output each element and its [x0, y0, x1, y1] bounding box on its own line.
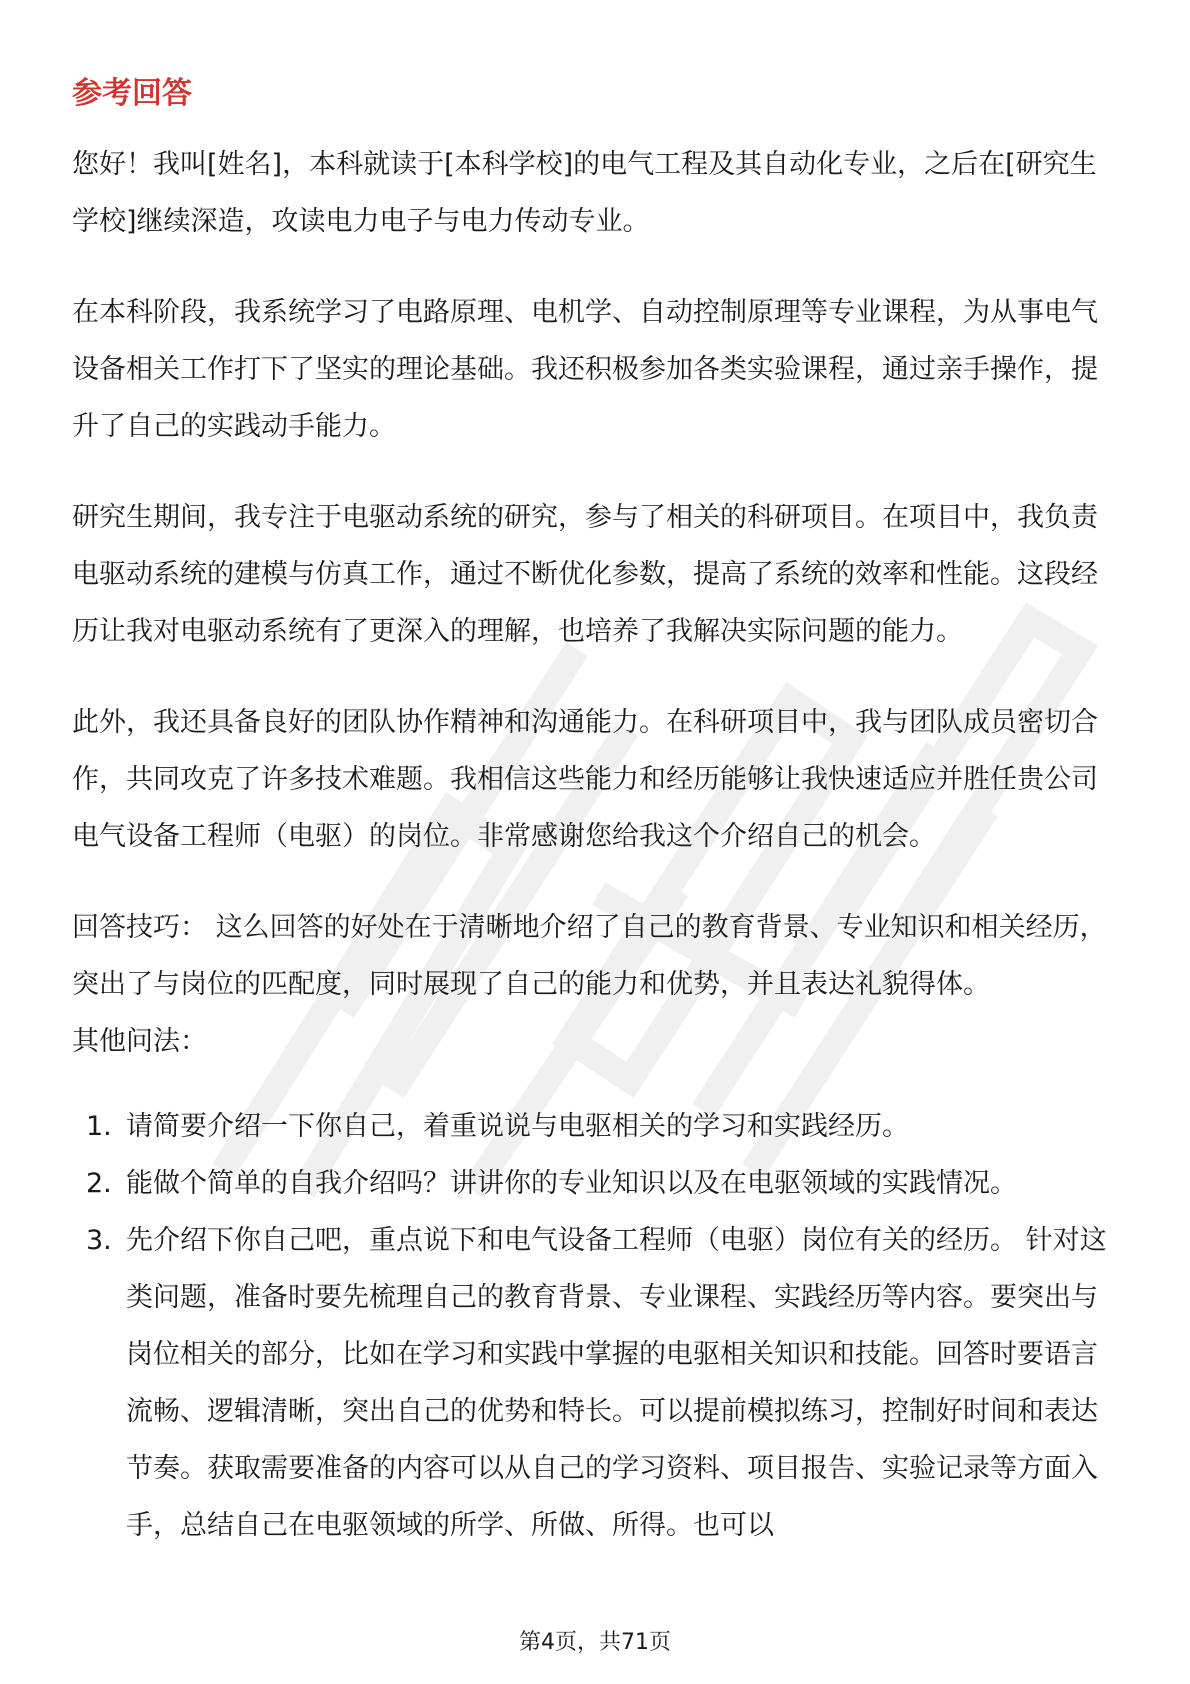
- section-heading: 参考回答: [72, 76, 192, 111]
- question-list: [72, 1098, 1122, 1554]
- page-footer: 第4页，共71页: [519, 1630, 671, 1655]
- answer-paragraph-3: 研究生期间，我专注于电驱动系统的研究，参与了相关的科研项目。在项目中，我负责电驱动系统的建模与仿真工作，通过不断优化参数，提高了系统的效率和性能。这段经历让我对电驱动系统有了更深入的理解，也培养了我解决实际问题的能力。: [72, 502, 1098, 647]
- list-number: 2.: [86, 1168, 112, 1199]
- tip-text: 回答技巧： 这么回答的好处在于清晰地介绍了自己的教育背景、专业知识和相关经历，突出了与岗位的匹配度，同时展现了自己的能力和优势，并且表达礼貌得体。: [72, 912, 1107, 1000]
- list-item: [72, 1212, 1122, 1554]
- answer-paragraph-4: 此外，我还具备良好的团队协作精神和沟通能力。在科研项目中，我与团队成员密切合作，共同攻克了许多技术难题。我相信这些能力和经历能够让我快速适应并胜任贵公司电气设备工程师（电驱）的岗位。非常感谢您给我这个介绍自己的机会。: [72, 707, 1098, 852]
- document-page: [72, 74, 1122, 1554]
- list-number: 3.: [86, 1225, 112, 1256]
- answer-paragraph-2: 在本科阶段，我系统学习了电路原理、电机学、自动控制原理等专业课程，为从事电气设备相关工作打下了坚实的理论基础。我还积极参加各类实验课程，通过亲手操作，提升了自己的实践动手能力。: [72, 297, 1098, 442]
- list-item: [72, 1155, 1122, 1212]
- answer-paragraph-1: 您好！我叫[姓名]，本科就读于[本科学校]的电气工程及其自动化专业，之后在[研究生学校]继续深造，攻读电力电子与电力传动专业。: [72, 149, 1097, 237]
- list-number: 1.: [86, 1111, 112, 1142]
- list-item: [72, 1098, 1122, 1155]
- other-questions-label: 其他问法：: [72, 1026, 207, 1057]
- answer-tip: [72, 899, 1122, 1070]
- list-item-text: 先介绍下你自己吧，重点说下和电气设备工程师（电驱）岗位有关的经历。 针对这类问题，准备时要先梳理自己的教育背景、专业课程、实践经历等内容。要突出与岗位相关的部分，比如在学习和实践中掌握的电驱相关知识和技能。回答时要语言流畅、逻辑清晰，突出自己的优势和特长。可以提前模拟练习，控制好时间和表达节奏。获取需要准备的内容可以从自己的学习资料、项目报告、实验记录等方面入手，总结自己在电驱领域的所学、所做、所得。也可以: [126, 1225, 1107, 1541]
- list-item-text: 请简要介绍一下你自己，着重说说与电驱相关的学习和实践经历。: [126, 1111, 909, 1142]
- list-item-text: 能做个简单的自我介绍吗？讲讲你的专业知识以及在电驱领域的实践情况。: [126, 1168, 1017, 1199]
